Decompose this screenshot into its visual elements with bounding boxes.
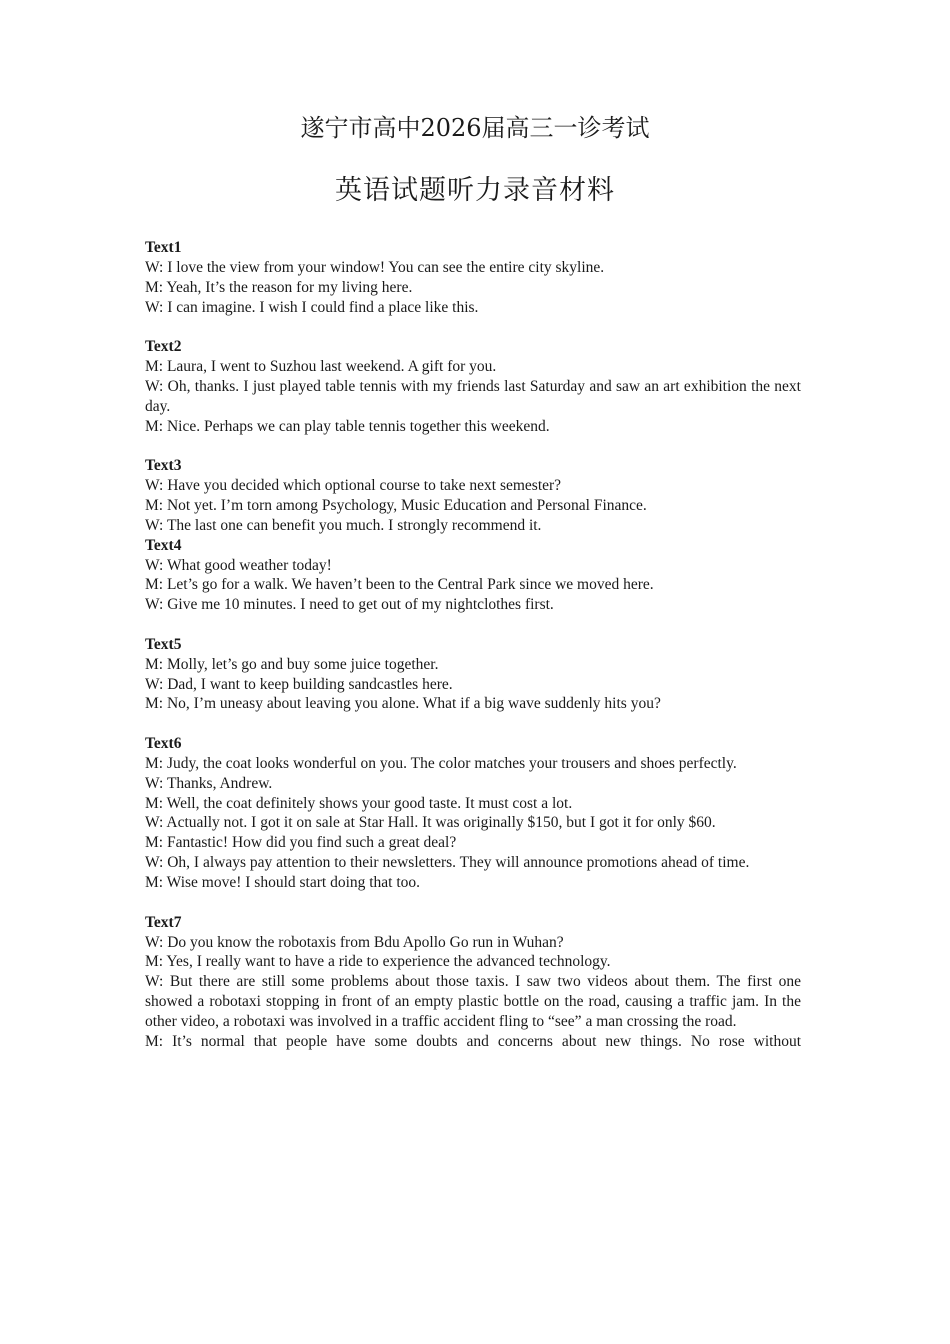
dialogue-line: W: Oh, thanks. I just played table tennis with my friends last Saturday and saw an art exhibition the next day. — [145, 377, 801, 415]
text-section-5 — [145, 635, 801, 714]
dialogue-line: W: The last one can benefit you much. I strongly recommend it. — [145, 516, 542, 534]
dialogue-line: M: Yes, I really want to have a ride to experience the advanced technology. — [145, 953, 611, 971]
section-spacer — [145, 436, 801, 456]
dialogue-line: W: Have you decided which optional course to take next semester? — [145, 477, 562, 495]
dialogue-line: M: It’s normal that people have some doubts and concerns about new things. No rose without — [145, 1032, 801, 1050]
section-heading: Text6 — [145, 735, 182, 753]
text-section-3 — [145, 456, 801, 535]
section-heading: Text7 — [145, 913, 182, 931]
dialogue-line: W: Actually not. I got it on sale at Star Hall. It was originally $150, but I got it for only $60. — [145, 814, 716, 832]
dialogue-line: M: Judy, the coat looks wonderful on you. The color matches your trousers and shoes perfectly. — [145, 754, 737, 772]
dialogue-line: M: Wise move! I should start doing that too. — [145, 874, 421, 891]
dialogue-line: W: Give me 10 minutes. I need to get out of my nightclothes first. — [145, 596, 554, 614]
dialogue-line: W: Oh, I always pay attention to their newsletters. They will announce promotions ahead of time. — [145, 854, 750, 872]
dialogue-line: M: Nice. Perhaps we can play table tennis together this weekend. — [145, 417, 550, 435]
dialogue-line: W: Thanks, Andrew. — [145, 774, 273, 792]
dialogue-line: W: I love the view from your window! You can see the entire city skyline. — [145, 258, 605, 276]
section-heading: Text1 — [145, 239, 182, 256]
section-spacer — [145, 893, 801, 913]
transcript-body — [145, 238, 801, 1052]
section-heading: Text2 — [145, 338, 182, 356]
text-section-1 — [145, 238, 801, 317]
dialogue-line: W: Dad, I want to keep building sandcastles here. — [145, 675, 453, 693]
dialogue-line: W: Do you know the robotaxis from Bdu Apollo Go run in Wuhan? — [145, 933, 564, 951]
section-spacer — [145, 317, 801, 337]
text-section-6 — [145, 734, 801, 893]
dialogue-line: M: Well, the coat definitely shows your good taste. It must cost a lot. — [145, 794, 573, 812]
dialogue-line: W: What good weather today! — [145, 556, 332, 574]
dialogue-line: M: No, I’m uneasy about leaving you alone. What if a big wave suddenly hits you? — [145, 695, 661, 713]
document-title: 英语试题听力录音材料 — [335, 175, 615, 206]
section-heading: Text4 — [145, 536, 182, 554]
section-spacer — [145, 615, 801, 635]
dialogue-line: M: Molly, let’s go and buy some juice together. — [145, 655, 439, 673]
dialogue-line: M: Not yet. I’m torn among Psychology, Music Education and Personal Finance. — [145, 496, 647, 514]
section-heading: Text3 — [145, 457, 182, 475]
dialogue-line: M: Laura, I went to Suzhou last weekend. A gift for you. — [145, 358, 497, 376]
dialogue-line: M: Let’s go for a walk. We haven’t been to the Central Park since we moved here. — [145, 576, 654, 594]
section-heading: Text5 — [145, 635, 182, 653]
text-section-2 — [145, 337, 801, 436]
text-section-7 — [145, 913, 801, 1052]
dialogue-line: W: I can imagine. I wish I could find a place like this. — [145, 298, 479, 316]
section-spacer — [145, 714, 801, 734]
text-section-4 — [145, 536, 801, 615]
dialogue-line: M: Yeah, It’s the reason for my living here. — [145, 278, 413, 296]
dialogue-line: W: But there are still some problems about those taxis. I saw two videos about them. The first one showed a robotaxi stopping in front of an empty plastic bottle on the road, causing a traffic jam. In the other video, a robotaxi was involved in a traffic accident fling to “see” a man crossing the road. — [145, 973, 801, 1030]
exam-title: 遂宁市高中2026届高三一诊考试 — [300, 114, 650, 142]
dialogue-line: M: Fantastic! How did you find such a great deal? — [145, 834, 457, 852]
